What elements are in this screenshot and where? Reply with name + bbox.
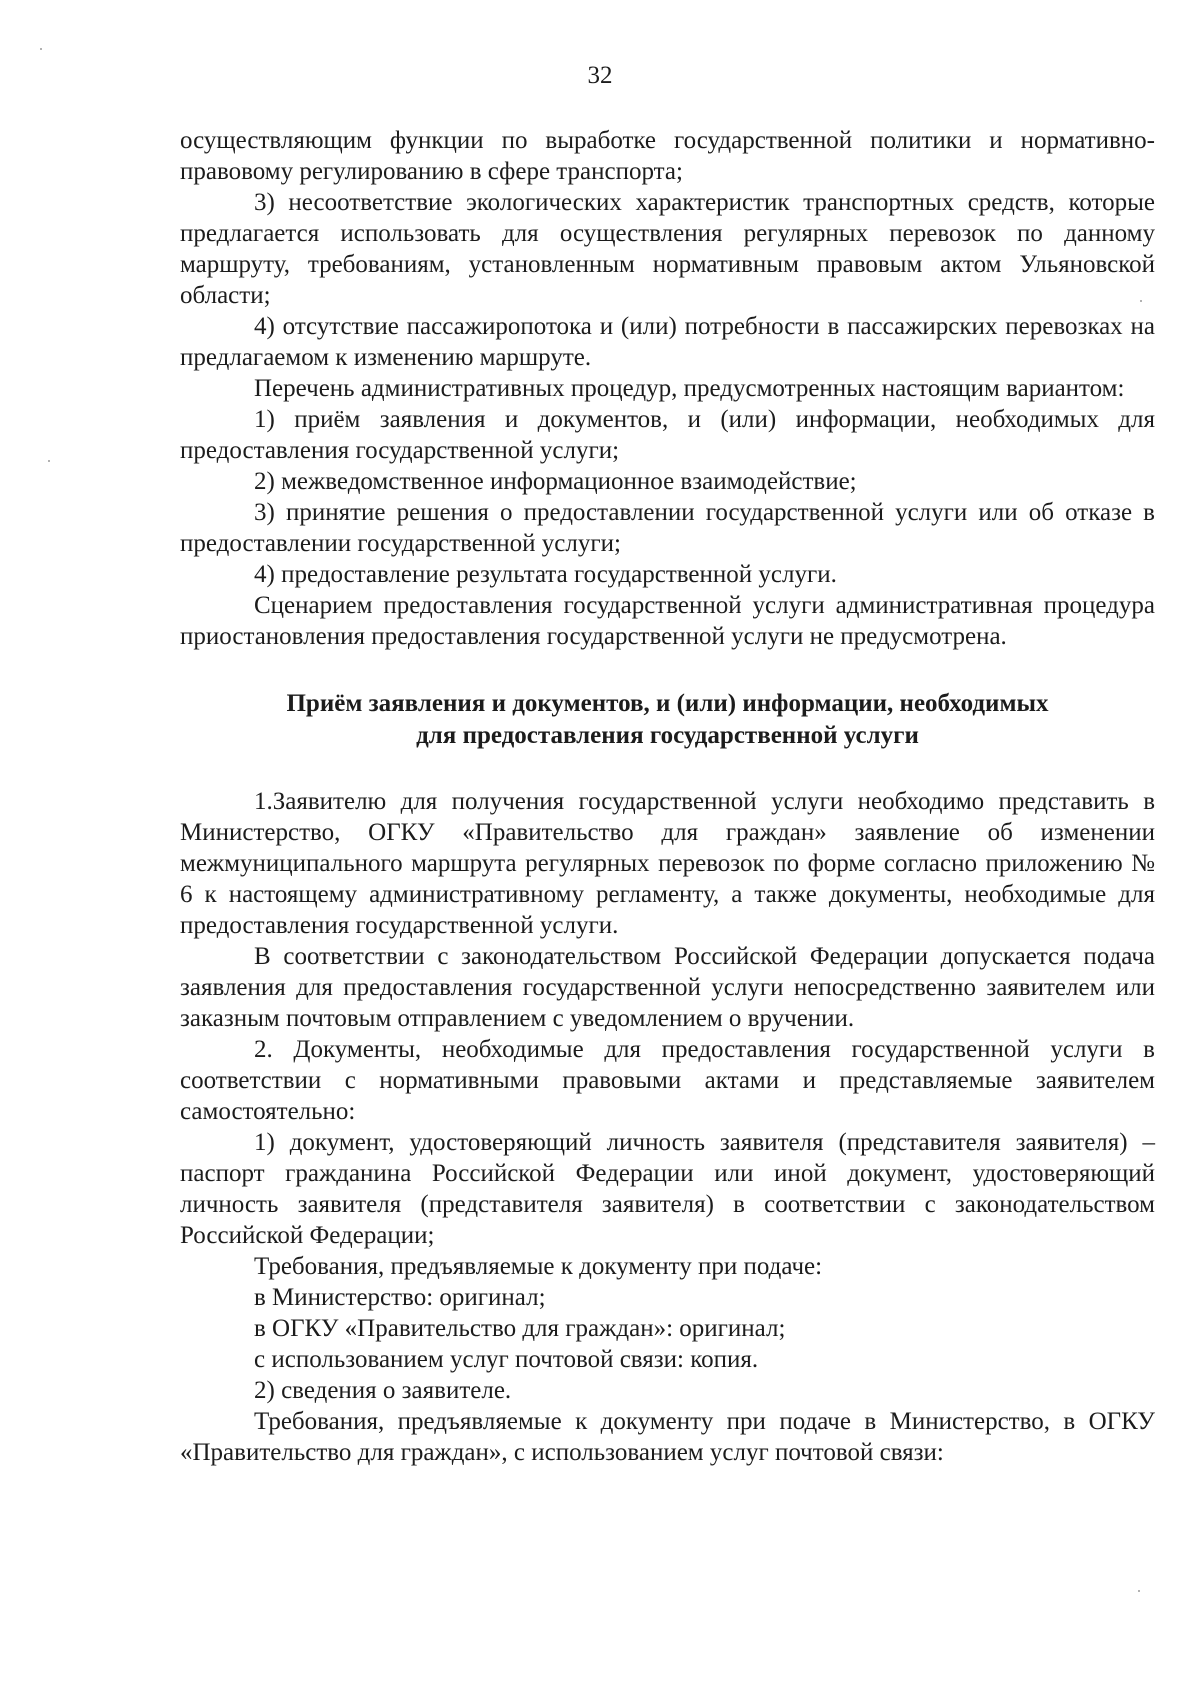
paragraph: 3) несоответствие экологических характеристик транспортных средств, которые предлагается использовать для осуществления регулярных перевозок по данному маршруту, требованиям, установленным нормативным правовым актом Ульяновской области; — [180, 189, 1155, 309]
paragraph: 3) принятие решения о предоставлении государственной услуги или об отказе в предоставлении государственной услуги; — [180, 499, 1155, 557]
paragraphs-bottom — [180, 786, 1155, 1468]
section-heading — [180, 688, 1155, 752]
scan-speck — [48, 460, 50, 462]
section-heading-line: Приём заявления и документов, и (или) информации, необходимых — [286, 690, 1049, 717]
scan-speck — [1138, 1590, 1140, 1592]
paragraph: 1) документ, удостоверяющий личность заявителя (представителя заявителя) – паспорт гражданина Российской Федерации или иной документ, удостоверяющий личность заявителя (представителя заявителя) в соответствии с законодательством Российской Федерации; — [180, 1129, 1155, 1249]
paragraph: в Министерство: оригинал; — [254, 1284, 546, 1311]
paragraph: 4) отсутствие пассажиропотока и (или) потребности в пассажирских перевозках на предлагаемом к изменению маршруте. — [180, 313, 1155, 371]
paragraph: 1) приём заявления и документов, и (или) информации, необходимых для предоставления государственной услуги; — [180, 406, 1155, 464]
paragraph: 2) межведомственное информационное взаимодействие; — [254, 468, 857, 495]
paragraph: Требования, предъявляемые к документу при подаче в Министерство, в ОГКУ «Правительство для граждан», с использованием услуг почтовой связи: — [180, 1408, 1155, 1466]
paragraph: Перечень административных процедур, предусмотренных настоящим вариантом: — [254, 375, 1125, 402]
paragraph: в ОГКУ «Правительство для граждан»: оригинал; — [254, 1315, 786, 1342]
paragraph: 2) сведения о заявителе. — [254, 1377, 512, 1404]
paragraph: Требования, предъявляемые к документу при подаче: — [254, 1253, 823, 1280]
paragraph: В соответствии с законодательством Российской Федерации допускается подача заявления для предоставления государственной услуги непосредственно заявителем или заказным почтовым отправлением с уведомлением о вручении. — [180, 943, 1155, 1032]
paragraph: 2. Документы, необходимые для предоставления государственной услуги в соответствии с нормативными правовыми актами и представляемые заявителем самостоятельно: — [180, 1036, 1155, 1125]
document-body — [180, 125, 1155, 1468]
paragraph: 4) предоставление результата государственной услуги. — [254, 561, 837, 588]
scan-speck — [40, 48, 42, 50]
page-number: 32 — [587, 62, 613, 89]
paragraph: Сценарием предоставления государственной услуги административная процедура приостановления предоставления государственной услуги не предусмотрена. — [180, 592, 1155, 650]
section-heading-line: для предоставления государственной услуги — [416, 722, 919, 749]
paragraph: 1.Заявителю для получения государственной услуги необходимо представить в Министерство, ОГКУ «Правительство для граждан» заявление об изменении межмуниципального маршрута регулярных перевозок по форме согласно приложению № 6 к настоящему административному регламенту, а также документы, необходимые для предоставления государственной услуги. — [180, 788, 1155, 939]
paragraph: с использованием услуг почтовой связи: копия. — [254, 1346, 759, 1373]
paragraph: осуществляющим функции по выработке государственной политики и нормативно-правовому регулированию в сфере транспорта; — [180, 127, 1155, 185]
paragraphs-top — [180, 125, 1155, 652]
